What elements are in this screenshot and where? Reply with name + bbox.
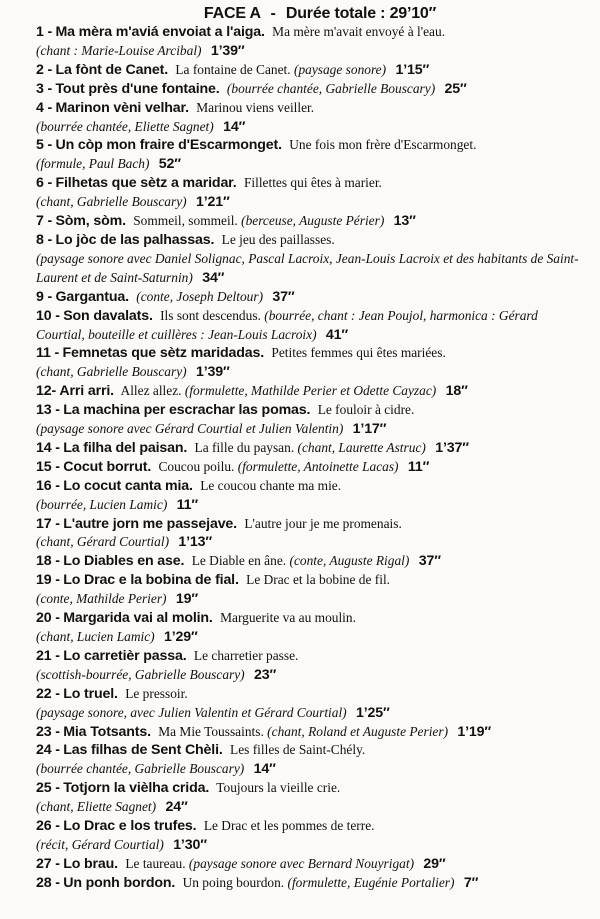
track-item (36, 231, 586, 288)
track-title: La machina per escrachar las pomas. (63, 402, 311, 419)
total-duration-value: 29’10″ (389, 5, 437, 22)
track-item (36, 477, 586, 515)
track-translation: Ma mère m'avait envoyé à l'eau. (272, 24, 446, 39)
track-number: 13 - (36, 402, 60, 419)
track-title: Lo jòc de las palhassas. (55, 231, 215, 248)
track-number: 15 - (36, 458, 60, 475)
track-item (36, 817, 586, 855)
track-number: 14 - (36, 439, 60, 456)
track-item (36, 723, 586, 742)
track-number: 5 - (36, 137, 53, 154)
track-item (36, 23, 586, 61)
track-title: Totjorn la vièlha crida. (63, 780, 210, 797)
track-credit: (conte, Joseph Deltour) (136, 288, 264, 304)
track-duration: 18″ (445, 383, 468, 400)
track-translation: Les filles de Saint-Chély. (230, 742, 366, 758)
track-translation: Coucou poilu. (158, 458, 235, 474)
track-item (36, 571, 586, 609)
track-number: 22 - (36, 685, 60, 702)
track-translation: Toujours la vieille crie. (216, 780, 341, 796)
track-translation: Le Drac et les pommes de terre. (203, 818, 375, 834)
track-item (36, 458, 586, 477)
track-number: 23 - (36, 723, 60, 740)
track-credit: (bourrée chantée, Gabrielle Bouscary) (36, 761, 245, 777)
track-duration: 52″ (158, 156, 181, 173)
track-number: 17 - (36, 515, 60, 532)
track-title: Un còp mon fraire d'Escarmonget. (55, 137, 282, 154)
track-translation: Le charretier passe. (193, 647, 299, 663)
track-item (36, 855, 586, 874)
track-number: 11 - (36, 345, 60, 362)
track-translation: La fille du paysan. (194, 439, 295, 455)
track-title: Lo Drac e la bobina de fial. (63, 572, 239, 589)
track-duration: 37″ (418, 553, 441, 570)
track-duration: 23″ (254, 666, 277, 683)
track-number: 21 - (36, 647, 60, 664)
track-duration: 11″ (407, 458, 430, 475)
track-translation: L'autre jour je me promenais. (244, 515, 402, 531)
track-item (36, 515, 586, 553)
track-credit: (chant, Gérard Courtial) (36, 534, 170, 550)
track-title: Lo carretièr passa. (63, 647, 187, 664)
track-credit: (chant, Laurette Astruc) (297, 439, 426, 455)
track-credit: (bourrée chantée, Gabrielle Bouscary) (226, 80, 436, 96)
track-duration: 14″ (223, 118, 246, 135)
track-translation: Petites femmes qui êtes mariées. (271, 345, 446, 361)
track-title: Las filhas de Sent Chèli. (63, 742, 223, 759)
track-credit: (paysage sonore, avec Julien Valentin et Gérard Courtial) (36, 704, 347, 720)
track-number: 4 - (36, 99, 53, 116)
track-translation: Le Drac et la bobine de fil. (246, 572, 391, 588)
track-duration: 13″ (393, 213, 416, 230)
track-duration: 1’37″ (435, 439, 469, 456)
track-item (36, 647, 586, 685)
track-translation: Le Diable en âne. (191, 553, 287, 569)
track-number: 9 - (36, 288, 53, 305)
track-title: Femnetas que sètz maridadas. (62, 345, 265, 362)
track-duration: 41″ (325, 326, 349, 343)
track-item (36, 307, 586, 345)
track-number: 8 - (36, 231, 53, 248)
track-credit: (formulette, Eugénie Portalier) (287, 874, 455, 890)
track-number: 6 - (36, 175, 53, 192)
track-duration: 29″ (423, 855, 446, 872)
track-credit: (chant, Roland et Auguste Perier) (267, 723, 449, 739)
track-credit: (paysage sonore avec Gérard Courtial et Julien Valentin) (36, 421, 344, 437)
track-title: Arri arri. (59, 383, 114, 400)
face-label: FACE A (203, 5, 261, 22)
track-title: L'autre jorn me passejave. (63, 515, 237, 532)
track-item (36, 552, 586, 571)
track-credit: (conte, Mathilde Perier) (36, 591, 167, 607)
track-duration: 34″ (202, 269, 225, 286)
track-duration: 25″ (444, 80, 467, 97)
track-credit: (berceuse, Auguste Périer) (241, 213, 385, 229)
track-title: Ma mèra m'aviá envoiat a l'aiga. (55, 24, 265, 40)
track-title: Lo truel. (63, 685, 118, 702)
track-title: Lo brau. (63, 855, 118, 872)
track-credit: (chant : Marie-Louise Arcibal) (36, 42, 202, 58)
track-title: Lo Drac e los trufes. (63, 818, 197, 835)
track-item (36, 741, 586, 779)
header-separator: - (270, 5, 276, 22)
track-item (36, 212, 586, 231)
track-number: 20 - (36, 610, 60, 627)
track-item (36, 136, 586, 174)
track-title: Cocut borrut. (63, 458, 152, 475)
track-translation: Fillettes qui êtes à marier. (243, 175, 382, 191)
track-number: 19 - (36, 572, 60, 589)
track-translation: Sommeil, sommeil. (133, 213, 238, 229)
track-duration: 1’39″ (195, 364, 230, 381)
track-item (36, 80, 586, 99)
track-number: 10 - (36, 307, 60, 324)
track-item (36, 99, 586, 137)
track-title: La filha del paisan. (63, 439, 188, 456)
track-item (36, 874, 586, 893)
track-number: 25 - (36, 780, 60, 797)
track-translation: Marguerite va au moulin. (220, 610, 356, 626)
track-duration: 1’19″ (457, 723, 492, 740)
track-number: 27 - (36, 855, 60, 872)
track-number: 18 - (36, 553, 60, 570)
track-duration: 1’29″ (164, 629, 198, 645)
track-number: 28 - (36, 874, 60, 891)
track-number: 24 - (36, 742, 60, 759)
track-credit: (formulette, Antoinette Lacas) (237, 458, 399, 474)
track-title: Son davalats. (63, 307, 153, 324)
track-title: Margarida vai al molin. (63, 610, 213, 627)
track-duration: 19″ (175, 591, 199, 608)
track-duration: 11″ (176, 496, 198, 513)
track-item (36, 61, 586, 80)
track-translation: Un poing bourdon. (182, 874, 285, 890)
track-credit: (paysage sonore) (293, 61, 387, 77)
track-credit: (récit, Gérard Courtial) (36, 836, 164, 852)
track-translation: La fontaine de Canet. (175, 61, 291, 77)
track-credit: (chant, Gabrielle Bouscary) (36, 194, 187, 210)
track-credit: (scottish-bourrée, Gabrielle Bouscary) (36, 666, 245, 682)
track-credit: (bourrée chantée, Eliette Sagnet) (36, 118, 214, 134)
track-number: 1 - (36, 24, 53, 40)
track-translation: Le jeu des paillasses. (221, 231, 335, 247)
track-item (36, 382, 586, 401)
track-duration: 7″ (463, 874, 479, 891)
track-translation: Le taureau. (125, 855, 186, 871)
track-translation: Le coucou chante ma mie. (200, 477, 342, 493)
track-item (36, 288, 586, 307)
track-title: Marinon vèni velhar. (55, 99, 189, 116)
track-duration: 1’30″ (173, 836, 207, 853)
track-credit: (bourrée, chant : Jean Poujol, harmonica : Gérard Courtial, bouteille et cuillères : Jean-Louis Lacroix) (36, 307, 538, 342)
track-title: Un ponh bordon. (63, 874, 176, 891)
track-credit: (bourrée, Lucien Lamic) (36, 496, 168, 512)
track-duration: 1’13″ (178, 534, 213, 551)
track-number: 7 - (36, 213, 53, 230)
track-title: Sòm, sòm. (55, 213, 126, 230)
track-title: Lo cocut canta mia. (63, 477, 193, 494)
track-duration: 1’15″ (395, 61, 430, 78)
track-translation: Une fois mon frère d'Escarmonget. (289, 137, 477, 153)
track-duration: 24″ (165, 799, 188, 816)
track-number: 3 - (36, 80, 53, 97)
track-credit: (chant, Lucien Lamic) (36, 629, 155, 644)
track-translation: Le fouloir à cidre. (317, 402, 415, 418)
track-duration: 37″ (272, 288, 295, 305)
track-credit: (paysage sonore avec Daniel Solignac, Pascal Lacroix, Jean-Louis Lacroix et des habitants de Saint-Laurent et de Saint-Saturnin) (36, 250, 579, 285)
total-duration-label: Durée totale : (285, 5, 386, 22)
track-title: Lo Diables en ase. (63, 553, 185, 570)
track-item (36, 401, 586, 439)
track-translation: Le pressoir. (125, 685, 188, 701)
track-translation: Allez allez. (120, 383, 182, 399)
track-item (36, 609, 586, 647)
track-translation: Ils sont descendus. (160, 307, 261, 323)
track-title: Mia Totsants. (63, 723, 151, 740)
track-translation: Marinou viens veiller. (196, 99, 315, 115)
track-duration: 1’39″ (210, 42, 245, 59)
track-duration: 1’21″ (195, 194, 230, 211)
track-duration: 1’17″ (352, 421, 387, 438)
track-translation: Ma Mie Toussaints. (158, 723, 264, 739)
track-number: 12- (36, 383, 57, 400)
track-item (36, 439, 586, 458)
track-duration: 14″ (253, 761, 276, 778)
track-credit: (chant, Gabrielle Bouscary) (36, 364, 187, 380)
track-title: Tout près d'une fontaine. (55, 80, 220, 97)
track-item (36, 174, 586, 212)
track-duration: 1’25″ (356, 704, 390, 721)
track-list (0, 23, 600, 893)
track-item (36, 344, 586, 382)
track-credit: (formule, Paul Bach) (36, 156, 150, 172)
track-number: 2 - (36, 61, 53, 78)
track-title: Gargantua. (55, 288, 129, 305)
track-title: La fònt de Canet. (55, 61, 168, 78)
track-credit: (paysage sonore avec Bernard Nouyrigat) (188, 855, 415, 871)
track-title: Filhetas que sètz a maridar. (55, 175, 237, 192)
track-item (36, 779, 586, 817)
track-item (36, 685, 586, 723)
track-credit: (chant, Eliette Sagnet) (36, 799, 157, 815)
track-credit: (conte, Auguste Rigal) (289, 553, 410, 569)
track-credit: (formulette, Mathilde Perier et Odette Cayzac) (184, 383, 437, 399)
page-header (40, 4, 600, 23)
track-number: 26 - (36, 818, 60, 835)
track-number: 16 - (36, 477, 60, 494)
